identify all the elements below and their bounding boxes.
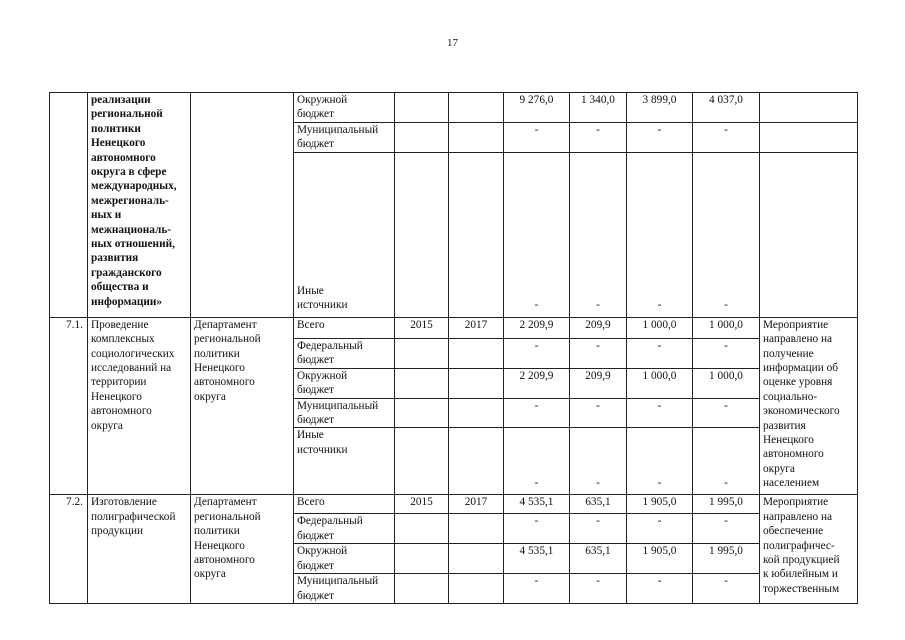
start-year-cell bbox=[395, 93, 449, 123]
funding-source-cell bbox=[294, 574, 395, 604]
end-year-cell bbox=[449, 495, 504, 514]
amount-2015-cell-text: 1 340,0 bbox=[581, 94, 615, 106]
amount-2017-cell bbox=[693, 93, 760, 123]
start-year-cell bbox=[395, 495, 449, 514]
funding-source-cell bbox=[294, 93, 395, 123]
note-cell bbox=[760, 152, 858, 317]
amount-2016-cell bbox=[627, 93, 693, 123]
start-year-cell-text: 2015 bbox=[410, 496, 433, 509]
amount-2015-cell-text: - bbox=[596, 575, 600, 588]
amount-2016-cell-text: - bbox=[657, 399, 662, 412]
total-amount-cell bbox=[504, 93, 570, 123]
funding-source-cell bbox=[294, 495, 395, 514]
funding-source-cell bbox=[294, 428, 395, 495]
note-cell bbox=[760, 93, 858, 123]
total-amount-cell bbox=[504, 398, 570, 428]
total-amount-cell bbox=[504, 122, 570, 152]
total-amount-cell-text: - bbox=[534, 299, 539, 312]
amount-2016-cell-text: 1 905,0 bbox=[642, 496, 677, 509]
amount-2017-cell bbox=[693, 514, 760, 544]
amount-2015-cell bbox=[570, 574, 627, 604]
total-amount-cell-text: - bbox=[534, 399, 539, 412]
funding-source-cell-text: Иные источники bbox=[297, 429, 348, 456]
amount-2015-cell-text: - bbox=[596, 299, 600, 312]
funding-source-cell-text: Муниципальный бюджет bbox=[297, 399, 379, 427]
amount-2015-cell bbox=[570, 495, 627, 514]
amount-2017-cell-text: 1 995,0 bbox=[709, 545, 743, 558]
executor-cell-text: Департамент региональной политики Ненецкого автономного округа bbox=[194, 496, 261, 581]
amount-2016-cell bbox=[627, 317, 693, 338]
amount-2016-cell bbox=[627, 544, 693, 574]
amount-2017-cell-text: 4 037,0 bbox=[709, 94, 743, 106]
amount-2017-cell-text: - bbox=[724, 339, 728, 352]
total-amount-cell bbox=[504, 514, 570, 544]
total-amount-cell-text: 4 535,1 bbox=[519, 545, 554, 558]
amount-2017-cell-text: - bbox=[724, 515, 728, 528]
amount-2017-cell bbox=[693, 574, 760, 604]
total-amount-cell-text: 2 209,9 bbox=[519, 318, 554, 331]
amount-2015-cell-text: - bbox=[596, 123, 600, 136]
activity-name-cell bbox=[88, 93, 191, 318]
total-amount-cell bbox=[504, 495, 570, 514]
amount-2015-cell bbox=[570, 152, 627, 317]
activity-name-cell bbox=[88, 495, 191, 604]
item-number-cell bbox=[50, 93, 88, 318]
total-amount-cell-text: - bbox=[534, 575, 539, 588]
amount-2016-cell bbox=[627, 495, 693, 514]
note-cell bbox=[760, 495, 858, 604]
funding-source-cell-text: Муниципальный бюджет bbox=[297, 575, 379, 602]
start-year-cell bbox=[395, 338, 449, 368]
amount-2016-cell bbox=[627, 514, 693, 544]
total-amount-cell bbox=[504, 368, 570, 398]
amount-2015-cell bbox=[570, 428, 627, 495]
start-year-cell bbox=[395, 428, 449, 495]
item-number-cell-text: 7.1. bbox=[66, 318, 83, 331]
end-year-cell-text: 2017 bbox=[464, 318, 488, 331]
activity-name-cell-text: реализации региональной политики Ненецкого автономного округа в сфере международных, межрегиональ- ных и межнациональ- ных отношений, развития гражданского общества и информации» bbox=[91, 94, 177, 308]
end-year-cell bbox=[449, 122, 504, 152]
end-year-cell bbox=[449, 93, 504, 123]
item-number-cell bbox=[50, 317, 88, 495]
total-amount-cell-text: - bbox=[534, 477, 539, 490]
amount-2016-cell bbox=[627, 152, 693, 317]
funding-source-cell-text: Всего bbox=[297, 318, 325, 331]
amount-2015-cell-text: 635,1 bbox=[585, 496, 611, 509]
table-row bbox=[50, 317, 858, 338]
funding-source-cell-text: Окружной бюджет bbox=[297, 94, 348, 121]
funding-source-cell bbox=[294, 514, 395, 544]
activity-name-cell-text: Проведение комплексных социологических исследований на территории Ненецкого автономного округа bbox=[91, 318, 175, 432]
amount-2017-cell-text: - bbox=[724, 575, 728, 588]
note-cell bbox=[760, 122, 858, 152]
end-year-cell bbox=[449, 398, 504, 428]
amount-2016-cell-text: - bbox=[657, 299, 662, 312]
amount-2015-cell-text: - bbox=[596, 399, 600, 412]
program-activities-table bbox=[49, 92, 858, 604]
amount-2017-cell-text: - bbox=[724, 399, 728, 412]
amount-2017-cell bbox=[693, 152, 760, 317]
end-year-cell bbox=[449, 368, 504, 398]
table-row bbox=[50, 495, 858, 514]
start-year-cell bbox=[395, 398, 449, 428]
amount-2015-cell bbox=[570, 93, 627, 123]
amount-2016-cell bbox=[627, 122, 693, 152]
start-year-cell bbox=[395, 152, 449, 317]
total-amount-cell-text: - bbox=[534, 339, 539, 352]
funding-source-cell bbox=[294, 317, 395, 338]
amount-2015-cell bbox=[570, 122, 627, 152]
amount-2015-cell bbox=[570, 317, 627, 338]
funding-source-cell-text: Иные источники bbox=[297, 285, 348, 312]
total-amount-cell bbox=[504, 544, 570, 574]
activity-name-cell-text: Изготовление полиграфической продукции bbox=[91, 496, 176, 538]
executor-cell-text: Департамент региональной политики Ненецкого автономного округа bbox=[194, 318, 261, 403]
amount-2016-cell-text: 1 000,0 bbox=[642, 369, 677, 382]
total-amount-cell bbox=[504, 338, 570, 368]
end-year-cell bbox=[449, 152, 504, 317]
funding-source-cell-text: Окружной бюджет bbox=[297, 369, 348, 397]
amount-2015-cell-text: 209,9 bbox=[585, 318, 611, 331]
start-year-cell bbox=[395, 368, 449, 398]
amount-2016-cell-text: - bbox=[657, 477, 662, 490]
funding-source-cell-text: Окружной бюджет bbox=[297, 545, 348, 572]
amount-2017-cell bbox=[693, 495, 760, 514]
end-year-cell bbox=[449, 428, 504, 495]
amount-2017-cell bbox=[693, 368, 760, 398]
amount-2017-cell-text: - bbox=[724, 299, 728, 312]
amount-2017-cell-text: - bbox=[724, 477, 728, 490]
funding-source-cell-text: Всего bbox=[297, 496, 325, 509]
funding-source-cell bbox=[294, 152, 395, 317]
note-cell bbox=[760, 317, 858, 495]
executor-cell bbox=[191, 495, 294, 604]
amount-2016-cell bbox=[627, 428, 693, 495]
amount-2016-cell bbox=[627, 368, 693, 398]
funding-source-cell bbox=[294, 544, 395, 574]
end-year-cell bbox=[449, 574, 504, 604]
end-year-cell bbox=[449, 317, 504, 338]
funding-source-cell bbox=[294, 122, 395, 152]
amount-2017-cell bbox=[693, 122, 760, 152]
table-row bbox=[50, 93, 858, 123]
amount-2017-cell bbox=[693, 317, 760, 338]
total-amount-cell bbox=[504, 152, 570, 317]
amount-2016-cell bbox=[627, 574, 693, 604]
start-year-cell-text: 2015 bbox=[410, 318, 433, 331]
amount-2017-cell-text: 1 000,0 bbox=[709, 369, 743, 382]
start-year-cell bbox=[395, 574, 449, 604]
amount-2015-cell-text: 209,9 bbox=[585, 369, 611, 382]
funding-source-cell-text: Муниципальный бюджет bbox=[297, 123, 379, 151]
amount-2015-cell bbox=[570, 398, 627, 428]
total-amount-cell bbox=[504, 317, 570, 338]
amount-2016-cell-text: - bbox=[657, 575, 662, 588]
start-year-cell bbox=[395, 122, 449, 152]
start-year-cell bbox=[395, 544, 449, 574]
funding-source-cell bbox=[294, 338, 395, 368]
amount-2017-cell-text: 1 995,0 bbox=[709, 496, 743, 509]
amount-2017-cell bbox=[693, 398, 760, 428]
funding-source-cell-text: Федеральный бюджет bbox=[297, 515, 363, 542]
amount-2016-cell-text: - bbox=[657, 515, 662, 528]
amount-2017-cell-text: 1 000,0 bbox=[709, 318, 743, 331]
amount-2017-cell bbox=[693, 338, 760, 368]
funding-source-cell-text: Федеральный бюджет bbox=[297, 339, 363, 367]
total-amount-cell-text: 9 276,0 bbox=[519, 94, 554, 106]
end-year-cell bbox=[449, 544, 504, 574]
amount-2017-cell bbox=[693, 544, 760, 574]
item-number-cell bbox=[50, 495, 88, 604]
amount-2015-cell bbox=[570, 514, 627, 544]
amount-2016-cell-text: - bbox=[657, 339, 662, 352]
total-amount-cell bbox=[504, 428, 570, 495]
funding-source-cell bbox=[294, 398, 395, 428]
amount-2015-cell bbox=[570, 544, 627, 574]
end-year-cell bbox=[449, 338, 504, 368]
amount-2015-cell-text: - bbox=[596, 477, 600, 490]
note-cell-text: Мероприятие направлено на обеспечение полиграфичес- кой продукцией к юбилейным и торжественным bbox=[763, 496, 840, 595]
funding-source-cell bbox=[294, 368, 395, 398]
amount-2016-cell-text: 1 000,0 bbox=[642, 318, 677, 331]
note-cell-text: Мероприятие направлено на получение информации об оценке уровня социально- экономического развития Ненецкого автономного округа населением bbox=[763, 318, 840, 490]
amount-2017-cell-text: - bbox=[724, 123, 728, 136]
page-number: 17 bbox=[447, 37, 458, 49]
end-year-cell bbox=[449, 514, 504, 544]
total-amount-cell-text: - bbox=[534, 123, 539, 136]
amount-2015-cell-text: - bbox=[596, 339, 600, 352]
amount-2016-cell bbox=[627, 398, 693, 428]
amount-2015-cell bbox=[570, 368, 627, 398]
total-amount-cell bbox=[504, 574, 570, 604]
activity-name-cell bbox=[88, 317, 191, 495]
total-amount-cell-text: - bbox=[534, 515, 539, 528]
total-amount-cell-text: 2 209,9 bbox=[519, 369, 554, 382]
amount-2016-cell-text: - bbox=[657, 123, 662, 136]
amount-2015-cell-text: - bbox=[596, 515, 600, 528]
start-year-cell bbox=[395, 317, 449, 338]
amount-2016-cell-text: 3 899,0 bbox=[642, 94, 677, 106]
amount-2016-cell-text: 1 905,0 bbox=[642, 545, 677, 558]
executor-cell bbox=[191, 93, 294, 318]
executor-cell bbox=[191, 317, 294, 495]
item-number-cell-text: 7.2. bbox=[66, 496, 83, 509]
start-year-cell bbox=[395, 514, 449, 544]
amount-2017-cell bbox=[693, 428, 760, 495]
end-year-cell-text: 2017 bbox=[464, 496, 488, 509]
total-amount-cell-text: 4 535,1 bbox=[519, 496, 554, 509]
amount-2015-cell-text: 635,1 bbox=[585, 545, 611, 558]
amount-2016-cell bbox=[627, 338, 693, 368]
amount-2015-cell bbox=[570, 338, 627, 368]
